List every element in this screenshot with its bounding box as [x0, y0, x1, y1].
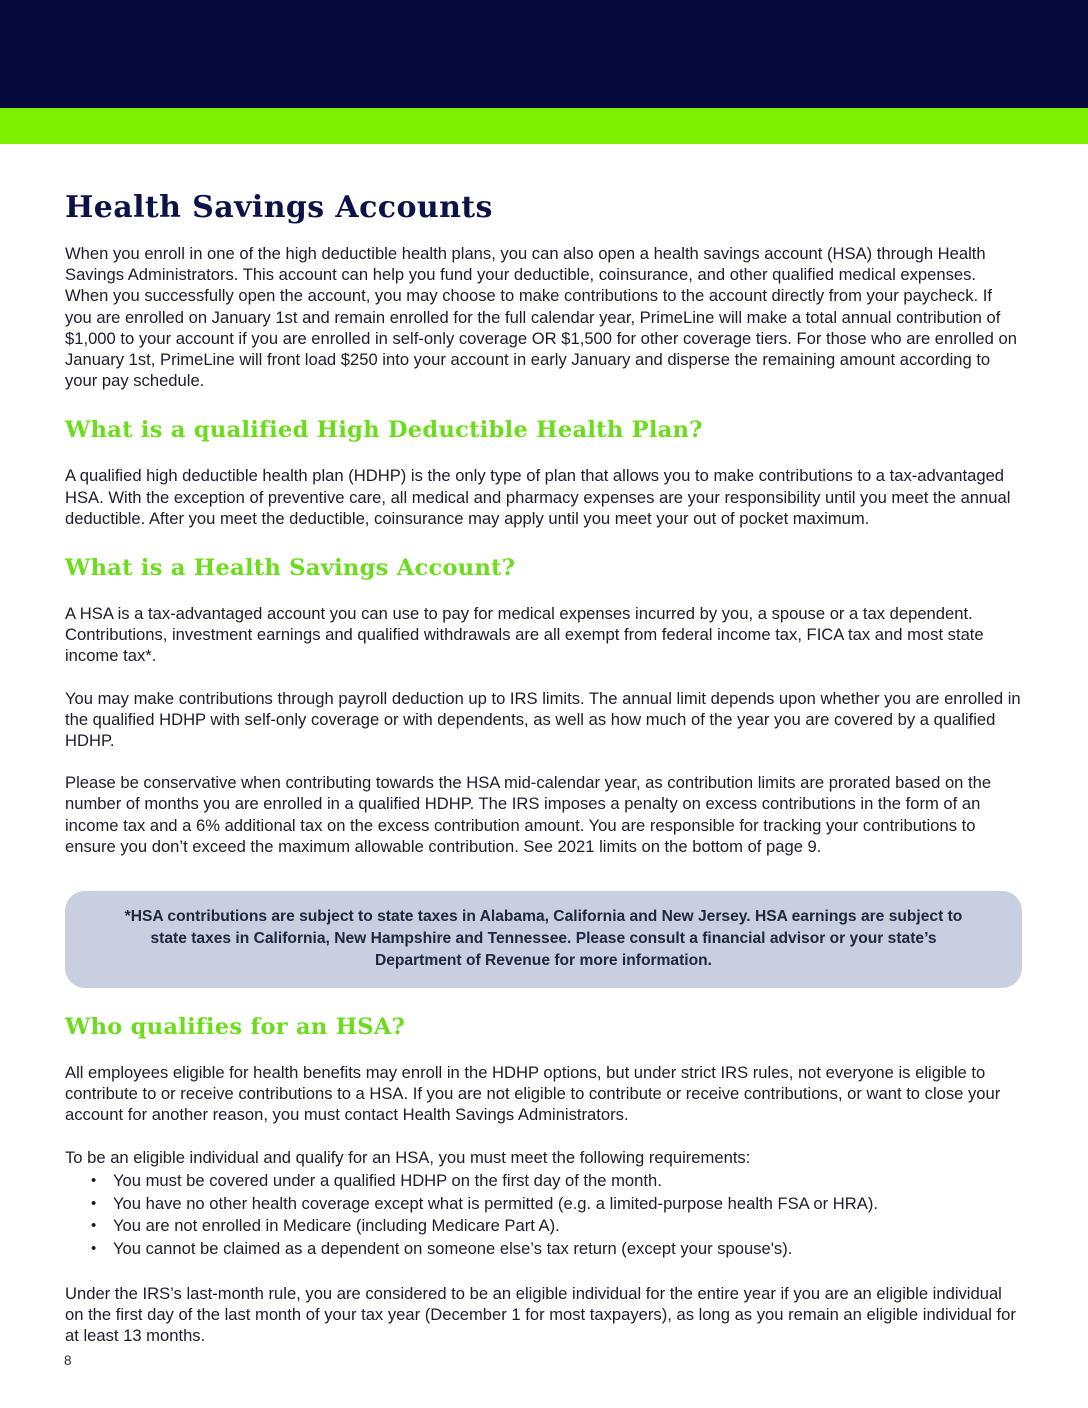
section-heading-hsa: What is a Health Savings Account?	[65, 555, 516, 582]
list-item: • You have no other health coverage except what is permitted (e.g. a limited-purpose health FSA or HRA).	[113, 1193, 1022, 1216]
hsa-paragraph-2: You may make contributions through payroll deduction up to IRS limits. The annual limit depends upon whether you are enrolled in the qualified HDHP with self-only coverage or with dependents, as well as how much of the year you are covered by a qualified HDHP.	[65, 688, 1021, 751]
header-green-stripe	[0, 108, 1088, 144]
list-item: • You must be covered under a qualified HDHP on the first day of the month.	[113, 1170, 1022, 1193]
page-number: 8	[64, 1353, 72, 1368]
requirements-intro: To be an eligible individual and qualify for an HSA, you must meet the following requirements:	[65, 1147, 751, 1167]
state-tax-callout	[65, 891, 1022, 988]
page-title: Health Savings Accounts	[65, 190, 493, 225]
list-item: • You cannot be claimed as a dependent on someone else’s tax return (except your spouse's).	[113, 1238, 1022, 1261]
qualify-paragraph: All employees eligible for health benefits may enroll in the HDHP options, but under strict IRS rules, not everyone is eligible to contribute to or receive contributions to a HSA. If you are not eligible to contribute or receive contributions, or want to close your account for another reason, you must contact Health Savings Administrators.	[65, 1063, 1001, 1125]
section-heading-qualify: Who qualifies for an HSA?	[65, 1014, 406, 1041]
last-month-rule-paragraph: Under the IRS’s last-month rule, you are considered to be an eligible individual for the entire year if you are an eligible individual on the first day of the last month of your tax year (December 1 for most taxpayers), as long as you remain an eligible individual for at least 13 months.	[65, 1284, 1016, 1346]
section-heading-hdhp: What is a qualified High Deductible Health Plan?	[65, 417, 703, 444]
intro-paragraph: When you enroll in one of the high deductible health plans, you can also open a health savings account (HSA) through Health Savings Administrators. This account can help you fund your deductible, coinsurance, and other qualified medical expenses. When you successfully open the account, you may choose to make contributions to the account directly from your paycheck. If you are enrolled on January 1st and remain enrolled for the full calendar year, PrimeLine will make a total annual contribution of $1,000 to your account if you are enrolled in self-only coverage OR $1,500 for other coverage tiers. For those who are enrolled on January 1st, PrimeLine will front load $250 into your account in early January and disperse the remaining amount according to your pay schedule.	[65, 244, 1017, 391]
state-tax-callout-text: *HSA contributions are subject to state taxes in Alabama, California and New Jersey. HSA earnings are subject to state taxes in California, New Hampshire and Tennessee. Please consult a financial advisor or your state’s Department of Revenue for more information.	[124, 908, 963, 970]
page-content	[0, 190, 1088, 1347]
hsa-paragraph-3: Please be conservative when contributing towards the HSA mid-calendar year, as contribution limits are prorated based on the number of months you are enrolled in a qualified HDHP. The IRS imposes a penalty on excess contributions in the form of an income tax and a 6% additional tax on the excess contribution amount. You are responsible for tracking your contributions to ensure you don’t exceed the maximum allowable contribution. See 2021 limits on the bottom of page 9.	[65, 773, 992, 856]
eligibility-requirements-list	[65, 1170, 1022, 1261]
hsa-paragraph-1: A HSA is a tax-advantaged account you can use to pay for medical expenses incurred by you, a spouse or a tax dependent. Contributions, investment earnings and qualified withdrawals are all exempt from federal income tax, FICA tax and most state income tax*.	[65, 604, 984, 666]
list-item: • You are not enrolled in Medicare (including Medicare Part A).	[113, 1215, 1022, 1238]
header-navy-band	[0, 0, 1088, 108]
hdhp-paragraph: A qualified high deductible health plan (HDHP) is the only type of plan that allows you to make contributions to a tax-advantaged HSA. With the exception of preventive care, all medical and pharmacy expenses are your responsibility until you meet the annual deductible. After you meet the deductible, coinsurance may apply until you meet your out of pocket maximum.	[65, 466, 1011, 528]
